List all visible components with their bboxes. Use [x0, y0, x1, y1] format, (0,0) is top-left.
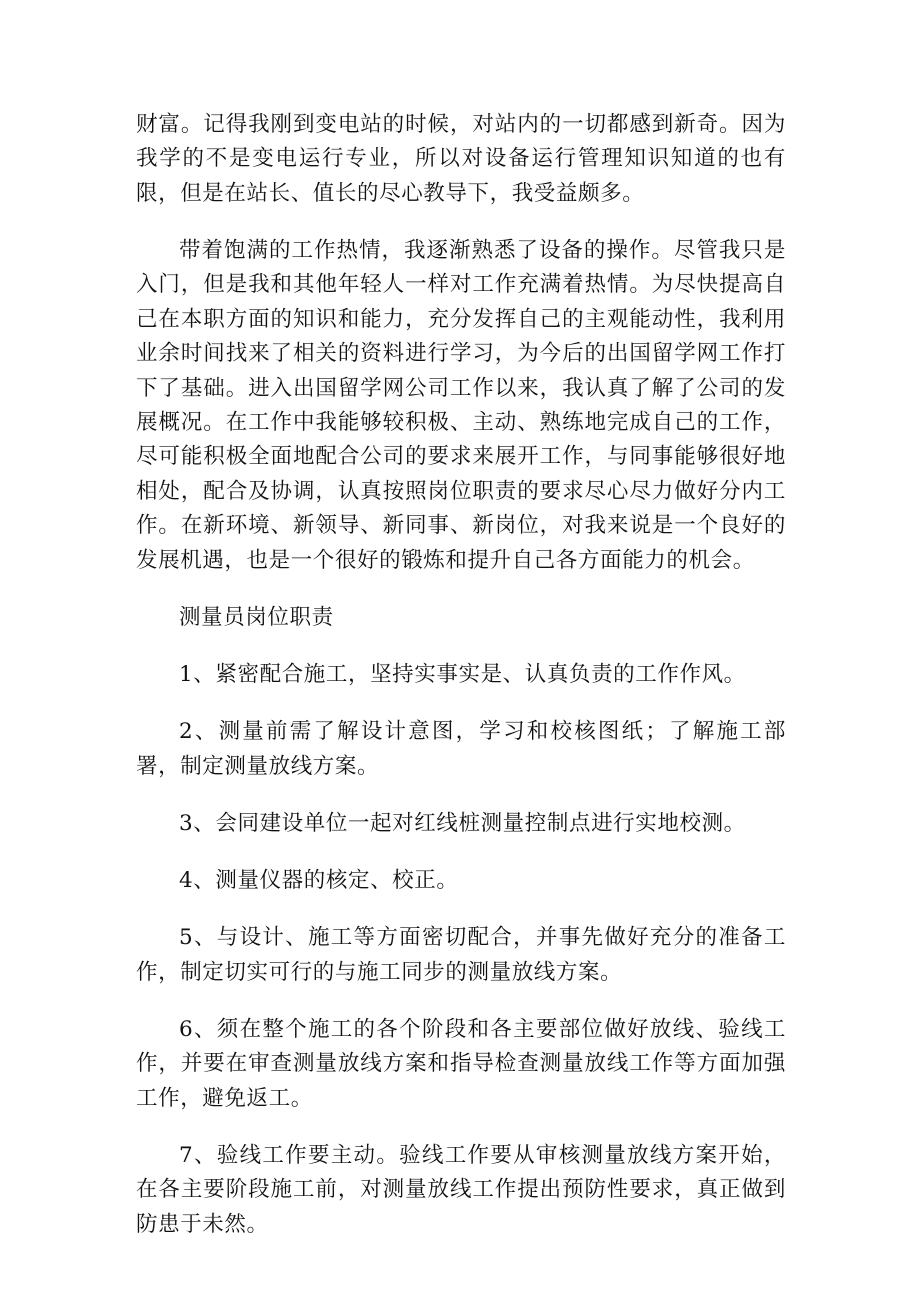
- section-title: 测量员岗位职责: [179, 604, 334, 630]
- duty-item-6: 6、须在整个施工的各个阶段和各主要部位做好放线、验线工作，并要在审查测量放线方案和指导检查测量放线工作等方面加强工作，避免返工。: [136, 1016, 786, 1111]
- duty-item-5: 5、与设计、施工等方面密切配合，并事先做好充分的准备工作，制定切实可行的与施工同步的测量放线方案。: [136, 925, 786, 985]
- paragraph-continuation: 财富。记得我刚到变电站的时候，对站内的一切都感到新奇。因为我学的不是变电运行专业，所以对设备运行管理知识知道的也有限，但是在站长、值长的尽心教导下，我受益颇多。: [136, 112, 786, 206]
- duty-item-7: 7、验线工作要主动。验线工作要从审核测量放线方案开始，在各主要阶段施工前，对测量放线工作提出预防性要求，真正做到防患于未然。: [136, 1142, 786, 1237]
- duty-item-3: 3、会同建设单位一起对红线桩测量控制点进行实地校测。: [179, 810, 746, 836]
- duty-item-2: 2、测量前需了解设计意图，学习和校核图纸；了解施工部署，制定测量放线方案。: [136, 719, 786, 779]
- duty-item-1: 1、紧密配合施工，坚持实事实是、认真负责的工作作风。: [179, 662, 746, 688]
- document-body: [136, 108, 786, 1265]
- paragraph-work-experience: 带着饱满的工作热情，我逐渐熟悉了设备的操作。尽管我只是入门，但是我和其他年轻人一样对工作充满着热情。为尽快提高自己在本职方面的知识和能力，充分发挥自己的主观能动性，我利用业余时间找来了相关的资料进行学习，为今后的出国留学网工作打下了基础。进入出国留学网公司工作以来，我认真了解了公司的发展概况。在工作中我能够较积极、主动、熟练地完成自己的工作，尽可能积极全面地配合公司的要求来展开工作，与同事能够很好地相处，配合及协调，认真按照岗位职责的要求尽心尽力做好分内工作。在新环境、新领导、新同事、新岗位，对我来说是一个良好的发展机遇，也是一个很好的锻炼和提升自己各方面能力的机会。: [136, 238, 786, 573]
- duty-item-4: 4、测量仪器的核定、校正。: [179, 868, 459, 894]
